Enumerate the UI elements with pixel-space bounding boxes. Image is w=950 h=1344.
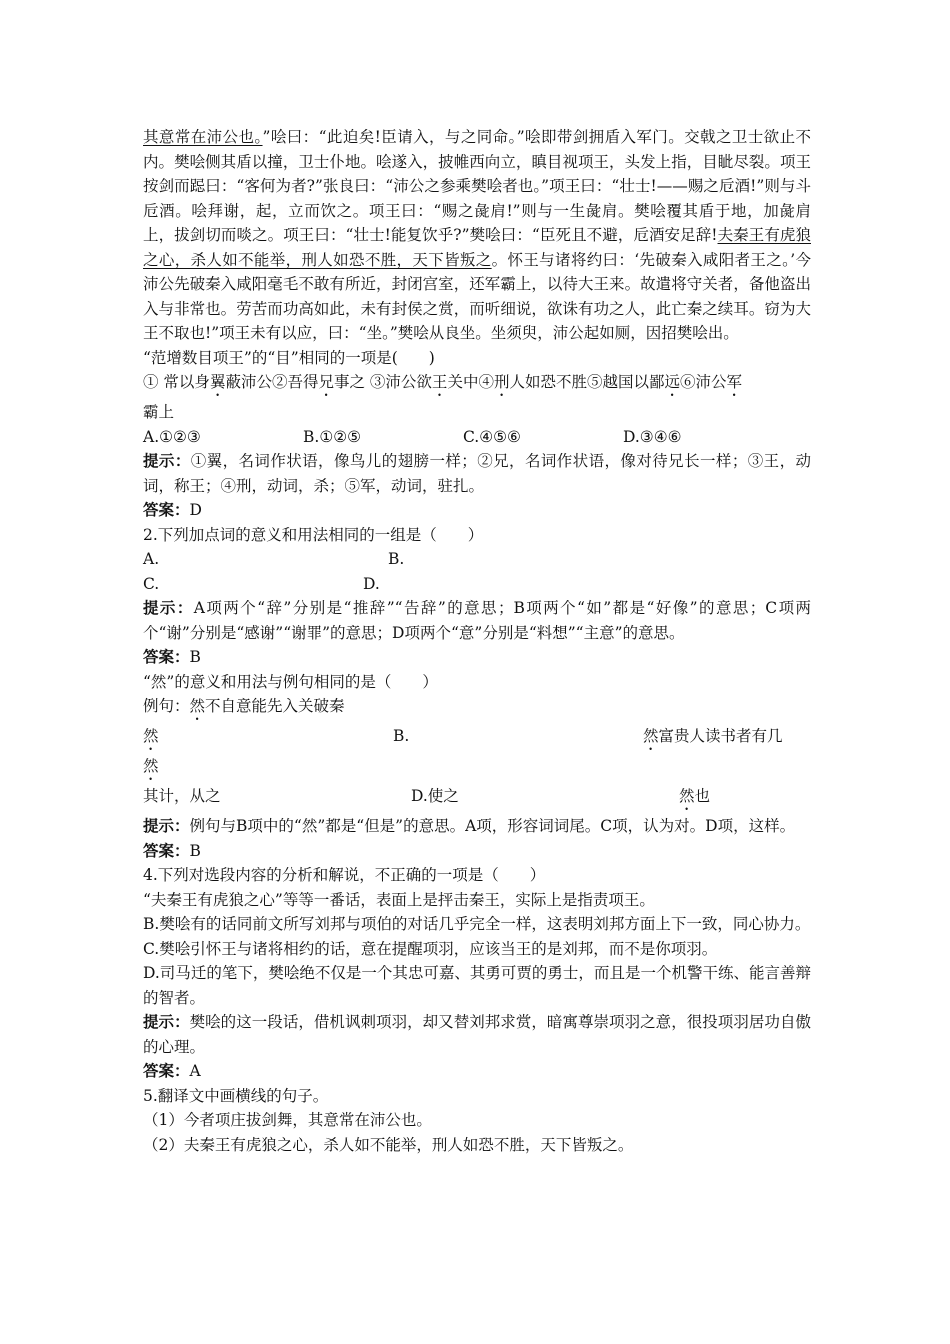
underlined-sentence-2: 夫秦王有虎狼之心，杀人如不能举，刑人如恐不胜，天下皆叛之 xyxy=(143,226,811,269)
underlined-sentence-1: 其意常在沛公也。 xyxy=(143,128,263,146)
hint-label: 提示： xyxy=(143,816,190,835)
choice-a: A.①②③ xyxy=(143,427,201,446)
passage-text-2: 。怀王与诸将约曰：‘先破秦入咸阳者王之。’今沛公先破秦入咸阳毫毛不敢有所近，封闭宫室，还军霸上，以待大王来。故遣将守关者，备他盗出入与非常也。劳苦而功高如此，未有封侯之赏，而听细说，欲诛有功之人，此亡秦之续耳。窃为大王不取也!”项王未有以应，曰：“坐。”樊哙从良坐。坐须臾，沛公起如厕，因招樊哙出。 xyxy=(143,250,811,342)
choice-a: “夫秦王有虎狼之心”等等一番话，表面上是抨击秦王，实际上是指责项王。 xyxy=(143,890,655,909)
hint-label: 提示： xyxy=(143,451,191,470)
question-3-hint: 提示：例句与B项中的“然”都是“但是”的意思。A项，形容词词尾。C项，认为对。D项，这样。 xyxy=(143,816,796,835)
choice-d: D.司马迁的笔下，樊哙绝不仅是一个其忠可嘉、其勇可贾的勇士，而且是一个机警干练、能言善辩的智者。 xyxy=(143,964,811,1007)
dotted-word: 然 xyxy=(143,757,159,775)
question-1-items: ① 常以身翼蔽沛公②吾得兄事之 ③沛公欲王关中④刑人如恐不胜⑤越国以鄙远⑥沛公军 霸上 xyxy=(143,373,743,421)
translation-item-2: （2）夫秦王有虎狼之心，杀人如不能举，刑人如恐不胜，天下皆叛之。 xyxy=(143,1135,634,1154)
choice-b: B.①②⑤ xyxy=(303,427,362,446)
question-4-stem: 4.下列对选段内容的分析和解说，不正确的一项是（ ） xyxy=(143,866,546,884)
choice-c: C. xyxy=(143,574,160,593)
question-2-stem: 2.下列加点词的意义和用法相同的一组是（ ） xyxy=(143,525,484,544)
answer-label: 答案： xyxy=(143,840,190,860)
choice-c: 然其计，从之 xyxy=(143,754,411,809)
answer-label: 答案： xyxy=(143,647,190,666)
choice-d: D. xyxy=(363,574,380,593)
choice-a xyxy=(143,724,393,754)
question-2-hint: 提示：A项两个“辞”分别是“推辞”“告辞”的意思；B项两个“如”都是“好像”的意思；C项两个“谢”分别是“感谢”“谢罪”的意思；D项两个“意”分别是“料想”“主意”的意思。 xyxy=(143,598,811,642)
question-5-stem: 5.翻译文中画横线的句子。 xyxy=(143,1086,329,1105)
question-1-answer: 答案：D xyxy=(143,500,202,519)
question-2-choices-cd xyxy=(143,572,811,597)
hint-label: 提示： xyxy=(143,1012,190,1031)
question-4-hint: 提示：樊哙的这一段话，借机讽刺项羽，却又替刘邦求赏，暗寓尊崇项羽之意，很投项羽居功自傲的心理。 xyxy=(143,1012,811,1056)
dotted-word: 军 xyxy=(726,373,743,391)
dotted-word: 翼 xyxy=(209,373,226,391)
choice-c: C.樊哙引怀王与诸将相约的话，意在提醒项羽，应该当王的是刘邦，而不是你项羽。 xyxy=(143,939,718,958)
dotted-word: 兄 xyxy=(318,373,334,391)
dotted-word: 刑 xyxy=(493,373,510,391)
choice-b: B. 然富贵人读书者有几 xyxy=(393,727,783,745)
choice-c: C.④⑤⑥ xyxy=(463,427,521,446)
question-4-answer: 答案：A xyxy=(143,1061,201,1080)
question-1-stem: “范增数目项王”的“目”相同的一项是( ) xyxy=(143,348,435,367)
choice-a: A. xyxy=(143,550,160,568)
question-3-answer: 答案：B xyxy=(143,840,201,860)
question-1-choices xyxy=(143,425,811,450)
passage-text-1: ”哙曰：“此迫矣!臣请入，与之同命。”哙即带剑拥盾入军门。交戟之卫士欲止不内。樊哙侧其盾以撞，卫士仆地。哙遂入，披帷西向立，瞋目视项王，头发上指，目眦尽裂。项王按剑而跽曰：“客何为者?”张良曰：“沛公之参乘樊哙者也。”项王曰：“壮士!——赐之卮酒!”则与斗卮酒。哙拜谢，起，立而饮之。项王曰：“赐之彘肩!”则与一生彘肩。樊哙覆其盾于地，加彘肩上，拔剑切而啖之。项王曰：“壮士!能复饮乎?”樊哙曰：“臣死且不避，卮酒安足辞! xyxy=(143,128,811,244)
translation-item-1: （1）今者项庄拔剑舞，其意常在沛公也。 xyxy=(143,1111,432,1129)
question-2-choices-ab xyxy=(143,547,811,572)
answer-label: 答案： xyxy=(143,500,190,519)
question-3-choices-cd xyxy=(143,754,811,814)
question-3-example: 例句：然不自意能先入关破秦 xyxy=(143,697,345,715)
dotted-word: 远 xyxy=(664,373,680,391)
hint-label: 提示： xyxy=(143,598,194,617)
question-3-stem: “然”的意义和用法与例句相同的是（ ） xyxy=(143,672,438,691)
dotted-word: 然 xyxy=(643,727,659,745)
choice-b: B. xyxy=(388,550,405,568)
question-1-hint: 提示：①翼，名词作状语，像鸟儿的翅膀一样；②兄，名词作状语，像对待兄长一样；③王，动词，称王；④刑，动词，杀；⑤军，动词，驻扎。 xyxy=(143,451,811,495)
answer-label: 答案： xyxy=(143,1061,190,1080)
choice-d: D.使之 然也 xyxy=(411,787,711,805)
dotted-word: 然 xyxy=(679,787,695,805)
question-2-answer: 答案：B xyxy=(143,647,201,666)
document-page xyxy=(143,125,811,1157)
choice-d: D.③④⑥ xyxy=(623,427,682,446)
choice-b: B.樊哙有的话同前文所写刘邦与项伯的对话几乎完全一样，这表明刘邦方面上下一致，同心协力。 xyxy=(143,915,811,933)
passage-paragraph xyxy=(143,125,811,346)
dotted-word: 然 xyxy=(143,727,159,745)
dotted-word: 然 xyxy=(189,697,206,715)
question-3-choices-ab xyxy=(143,724,811,754)
dotted-word: 王 xyxy=(431,373,448,391)
